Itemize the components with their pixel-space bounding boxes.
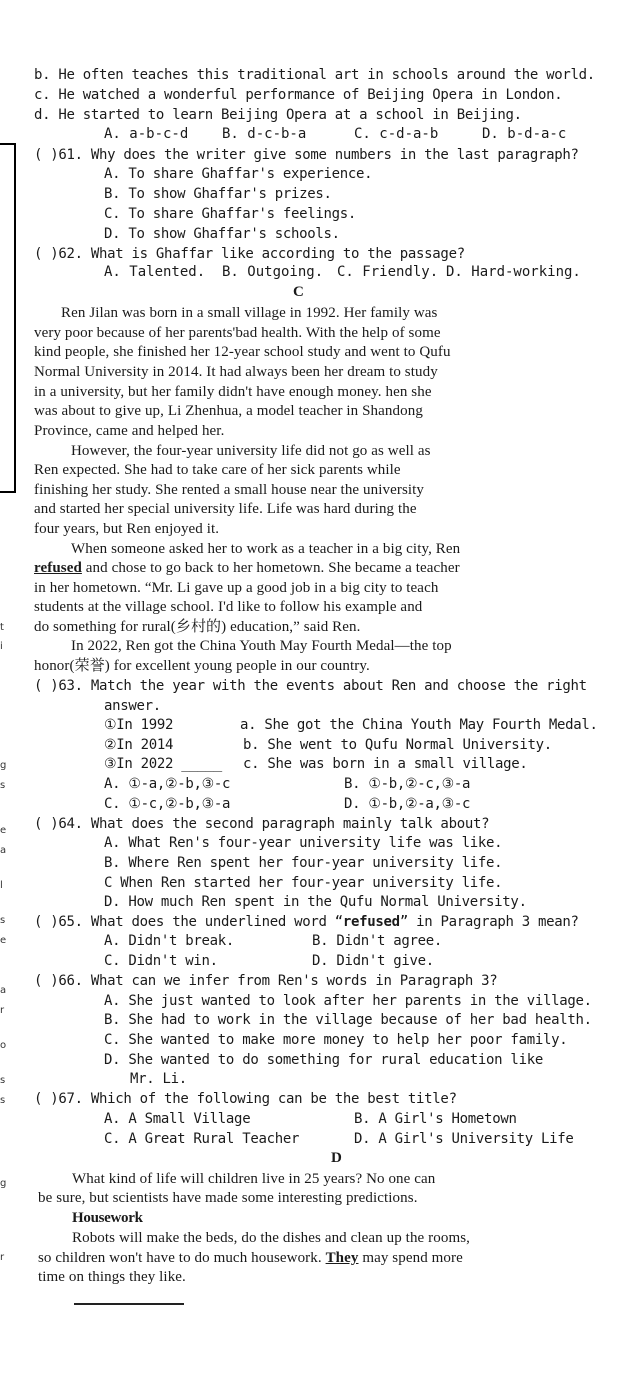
d-subheading-housework: Housework [72, 1210, 143, 1226]
margin-mark: g [0, 1178, 7, 1189]
c-p1-line2: very poor because of her parents'bad health. With the help of some [34, 325, 441, 341]
q65-option-c: C. Didn't win. [104, 953, 218, 969]
c-p2-line5: four years, but Ren enjoyed it. [34, 521, 220, 537]
d-p2-line2-post: may spend more [358, 1250, 463, 1266]
q67-stem: ( )67. Which of the following can be the best title? [34, 1091, 457, 1107]
d-p2-line1: Robots will make the beds, do the dishes and clean up the rooms, [72, 1230, 470, 1246]
d-p2-line3: time on things they like. [38, 1269, 186, 1285]
margin-mark: s [0, 915, 6, 926]
margin-mark: a [0, 985, 7, 996]
margin-mark: a [0, 845, 7, 856]
q63-event-b: b. She went to Qufu Normal University. [243, 737, 552, 753]
c-p2-line1: However, the four-year university life did not go as well as [71, 443, 431, 459]
margin-mark: t [0, 622, 4, 633]
margin-mark: e [0, 935, 7, 946]
d-p1-line2: be sure, but scientists have made some interesting predictions. [38, 1190, 418, 1206]
c-p1-line1: Ren Jilan was born in a small village in 1992. Her family was [61, 305, 438, 321]
q66-option-c: C. She wanted to make more money to help her poor family. [104, 1032, 568, 1048]
q65-stem-word: refused [342, 914, 400, 930]
c-p4-line1: In 2022, Ren got the China Youth May Fourth Medal—the top [71, 638, 452, 654]
margin-mark: g [0, 760, 7, 771]
q65-option-b: B. Didn't agree. [312, 933, 443, 949]
d-p1-line1: What kind of life will children live in 25 years? No one can [72, 1171, 436, 1187]
page-bottom-rule [74, 1303, 184, 1305]
c-p3-line5: do something for rural(乡村的) education,” said Ren. [34, 619, 361, 635]
q62-option-c: C. Friendly. [337, 264, 439, 280]
q64-option-d: D. How much Ren spent in the Qufu Normal University. [104, 894, 527, 910]
q63-option-b: B. ①-b,②-c,③-a [344, 776, 471, 792]
q63-year-3: ③In 2022 _____ [104, 756, 222, 772]
c-p3-line1: When someone asked her to work as a teacher in a big city, Ren [71, 541, 461, 557]
c-p3-line4: students at the village school. I'd like to follow his example and [34, 599, 423, 615]
q65-option-a: A. Didn't break. [104, 933, 235, 949]
c-p1-line6: was about to give up, Li Zhenhua, a model teacher in Shandong [34, 403, 423, 419]
binding-line-top [0, 143, 14, 145]
margin-mark: s [0, 780, 6, 791]
binding-line-bottom [0, 491, 16, 493]
q60-choice-d: D. b-d-a-c [482, 126, 567, 142]
c-p2-line4: and started her special university life. Life was hard during the [34, 501, 417, 517]
c-p4-line2: honor(荣誉) for excellent young people in our country. [34, 658, 370, 674]
q61-stem: ( )61. Why does the writer give some numbers in the last paragraph? [34, 147, 579, 163]
q65-option-d: D. Didn't give. [312, 953, 434, 969]
q63-year-1: ①In 1992 [104, 717, 174, 733]
underlined-word-they: They [325, 1250, 359, 1266]
margin-mark: r [0, 1005, 5, 1016]
q62-option-d: D. Hard-working. [446, 264, 581, 280]
c-p2-line2: Ren expected. She had to take care of her sick parents while [34, 462, 401, 478]
q65-stem [34, 913, 579, 931]
margin-mark: l [0, 880, 3, 891]
q61-option-c: C. To share Ghaffar's feelings. [104, 206, 356, 222]
c-p1-line7: Province, came and helped her. [34, 423, 225, 439]
q64-stem: ( )64. What does the second paragraph mainly talk about? [34, 816, 490, 832]
c-p1-line5: in a university, but her family didn't have enough money. hen she [34, 384, 432, 400]
q61-option-d: D. To show Ghaffar's schools. [104, 226, 340, 242]
c-p3-line2-rest: and chose to go back to her hometown. She became a teacher [81, 560, 460, 576]
q66-option-b: B. She had to work in the village because of her bad health. [104, 1012, 592, 1028]
d-p2-line2 [38, 1249, 463, 1267]
q63-event-a: a. She got the China Youth May Fourth Medal. [240, 717, 598, 733]
q63-option-d: D. ①-b,②-a,③-c [344, 796, 471, 812]
q66-option-d-cont: Mr. Li. [130, 1071, 187, 1087]
q61-option-a: A. To share Ghaffar's experience. [104, 166, 373, 182]
section-d-heading: D [331, 1150, 342, 1166]
underlined-word-refused: refused [34, 560, 82, 576]
q66-stem: ( )66. What can we infer from Ren's words in Paragraph 3? [34, 973, 498, 989]
q64-option-c: C When Ren started her four-year university life. [104, 875, 503, 891]
margin-mark: i [0, 641, 3, 652]
option-d: d. He started to learn Beijing Opera at a school in Beijing. [34, 107, 522, 123]
section-c-heading: C [293, 284, 304, 300]
q65-stem-pre: ( )65. What does the underlined word “ [34, 914, 343, 930]
q60-choice-a: A. a-b-c-d [104, 126, 189, 142]
c-p3-line2 [34, 559, 460, 577]
q64-option-a: A. What Ren's four-year university life was like. [104, 835, 503, 851]
q61-option-b: B. To show Ghaffar's prizes. [104, 186, 332, 202]
margin-mark: r [0, 1252, 5, 1263]
c-p2-line3: finishing her study. She rented a small house near the university [34, 482, 425, 498]
q65-stem-post: ” in Paragraph 3 mean? [399, 914, 579, 930]
q60-choice-c: C. c-d-a-b [354, 126, 439, 142]
margin-mark: s [0, 1095, 6, 1106]
q60-choice-b: B. d-c-b-a [222, 126, 307, 142]
q62-stem: ( )62. What is Ghaffar like according to the passage? [34, 246, 465, 262]
c-p1-line3: kind people, she finished her 12-year school study and went to Qufu [34, 344, 451, 360]
q63-year-2: ②In 2014 [104, 737, 174, 753]
d-p2-line2-pre: so children won't have to do much housework. [38, 1250, 326, 1266]
c-p1-line4: Normal University in 2014. It had always been her dream to study [34, 364, 438, 380]
q67-option-a: A. A Small Village [104, 1111, 251, 1127]
q66-option-d: D. She wanted to do something for rural education like [104, 1052, 543, 1068]
q63-event-c: c. She was born in a small village. [243, 756, 528, 772]
q63-stem: ( )63. Match the year with the events about Ren and choose the right [34, 678, 587, 694]
margin-mark: s [0, 1075, 6, 1086]
binding-line-vertical [14, 143, 16, 493]
q63-option-a: A. ①-a,②-b,③-c [104, 776, 231, 792]
q67-option-c: C. A Great Rural Teacher [104, 1131, 300, 1147]
q62-option-b: B. Outgoing. [222, 264, 324, 280]
q64-option-b: B. Where Ren spent her four-year university life. [104, 855, 503, 871]
q63-stem-cont: answer. [104, 698, 161, 714]
q67-option-b: B. A Girl's Hometown [354, 1111, 517, 1127]
c-p3-line3: in her hometown. “Mr. Li gave up a good job in a big city to teach [34, 580, 439, 596]
margin-mark: o [0, 1040, 7, 1051]
option-c: c. He watched a wonderful performance of Beijing Opera in London. [34, 87, 563, 103]
q66-option-a: A. She just wanted to look after her parents in the village. [104, 993, 592, 1009]
q63-option-c: C. ①-c,②-b,③-a [104, 796, 231, 812]
margin-mark: e [0, 825, 7, 836]
q67-option-d: D. A Girl's University Life [354, 1131, 574, 1147]
option-b: b. He often teaches this traditional art in schools around the world. [34, 67, 595, 83]
q62-option-a: A. Talented. [104, 264, 206, 280]
